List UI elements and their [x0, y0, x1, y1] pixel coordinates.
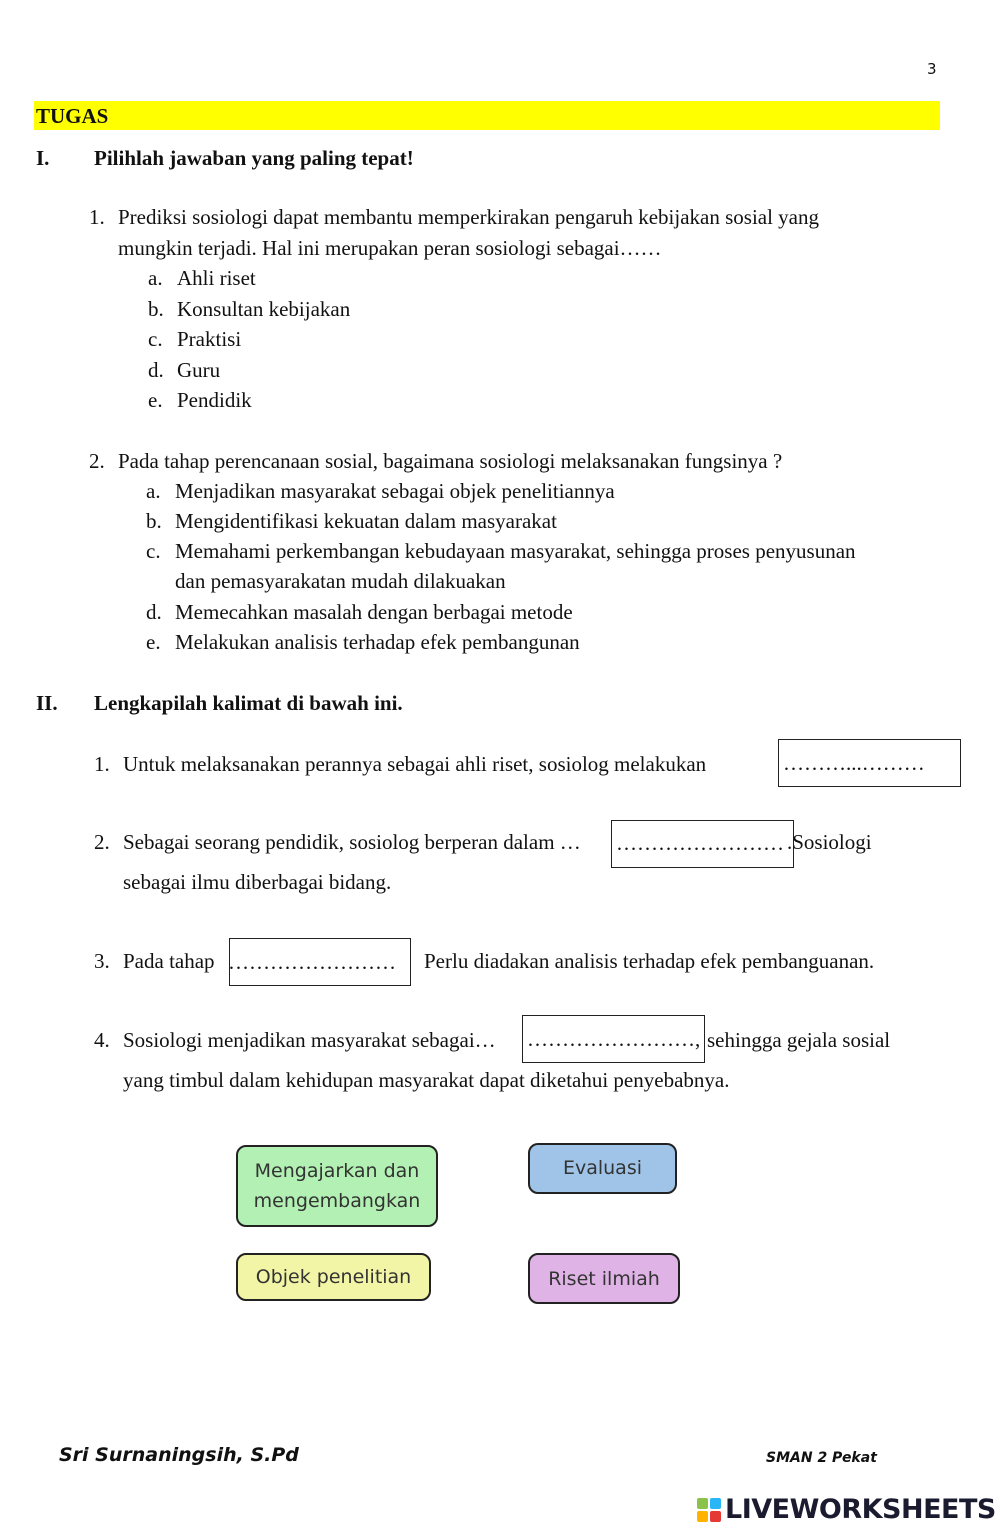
fill-item-2-number: 2.: [94, 830, 110, 854]
liveworksheets-text: LIVEWORKSHEETS: [725, 1494, 996, 1525]
fill-item-3-number: 3.: [94, 949, 110, 973]
answer-chip-objek-penelitian[interactable]: Objek penelitian: [236, 1253, 431, 1301]
answer-chip-mengajarkan[interactable]: Mengajarkan dan mengembangkan: [236, 1145, 438, 1227]
fill-item-3-text: Pada tahap: [123, 949, 215, 973]
question-2-line-1: Pada tahap perencanaan sosial, bagaimana sosiologi melaksanakan fungsinya ?: [118, 449, 783, 473]
fill-item-1-number: 1.: [94, 752, 110, 776]
q1-option-b[interactable]: b. Konsultan kebijakan: [148, 297, 351, 321]
q2-option-a[interactable]: a. Menjadikan masyarakat sebagai objek penelitiannya: [146, 479, 615, 503]
answer-drop-box-3[interactable]: [229, 938, 411, 986]
fill-item-4-number: 4.: [94, 1028, 110, 1052]
question-1-line-1: Prediksi sosiologi dapat membantu memperkirakan pengaruh kebijakan sosial yang: [118, 205, 819, 229]
footer-author: Sri Surnaningsih, S.Pd: [59, 1444, 299, 1466]
footer-school: SMAN 2 Pekat: [766, 1450, 877, 1466]
answer-blank-3: ……………………: [228, 950, 396, 974]
fill-item-3-after: Perlu diadakan analisis terhadap efek pembanguanan.: [424, 949, 875, 973]
page-title: TUGAS: [36, 104, 109, 128]
answer-drop-box-2[interactable]: [611, 820, 794, 868]
fill-item-2-line-2: sebagai ilmu diberbagai bidang.: [123, 870, 392, 894]
answer-drop-box-4[interactable]: [522, 1015, 705, 1063]
page-number: 3: [927, 60, 937, 78]
fill-item-1-text: Untuk melaksanakan perannya sebagai ahli riset, sosiolog melakukan: [123, 752, 707, 776]
q1-option-d[interactable]: d. Guru: [148, 358, 221, 382]
fill-item-4-after: sehingga gejala sosial: [707, 1028, 891, 1052]
answer-drop-box-1[interactable]: [778, 739, 961, 787]
fill-item-2-text: Sebagai seorang pendidik, sosiolog berperan dalam …: [123, 830, 581, 854]
fill-item-2-after: .Sosiologi: [787, 830, 872, 854]
q1-option-a[interactable]: a. Ahli riset: [148, 266, 256, 290]
q2-option-c[interactable]: c. Memahami perkembangan kebudayaan masyarakat, sehingga proses penyusunan dan pemasyarakatan mudah dilakuakan: [146, 539, 856, 593]
answer-blank-4: ……………………,: [527, 1027, 701, 1051]
title-highlight: [34, 101, 940, 130]
section-1-title: Pilihlah jawaban yang paling tepat!: [94, 146, 414, 170]
fill-item-4-text: Sosiologi menjadikan masyarakat sebagai…: [123, 1028, 496, 1052]
question-1-line-2: mungkin terjadi. Hal ini merupakan peran sosiologi sebagai……: [118, 236, 662, 260]
answer-chip-riset-ilmiah[interactable]: Riset ilmiah: [528, 1253, 680, 1304]
q1-option-c[interactable]: c. Praktisi: [148, 327, 242, 351]
answer-chip-evaluasi[interactable]: Evaluasi: [528, 1143, 677, 1194]
section-1-number: I.: [36, 146, 50, 170]
q1-option-e[interactable]: e. Pendidik: [148, 388, 252, 412]
answer-blank-2: ……………………: [616, 831, 784, 855]
liveworksheets-icon: [697, 1498, 721, 1522]
q2-option-d[interactable]: d. Memecahkan masalah dengan berbagai metode: [146, 600, 573, 624]
liveworksheets-logo[interactable]: [697, 1494, 996, 1525]
question-1-number: 1.: [89, 205, 105, 229]
question-2-number: 2.: [89, 449, 105, 473]
q2-option-e[interactable]: e. Melakukan analisis terhadap efek pembangunan: [146, 630, 580, 654]
answer-blank-1: ………...………: [783, 751, 925, 775]
q2-option-b[interactable]: b. Mengidentifikasi kekuatan dalam masyarakat: [146, 509, 557, 533]
section-2-title: Lengkapilah kalimat di bawah ini.: [94, 691, 403, 715]
fill-item-4-line-2: yang timbul dalam kehidupan masyarakat dapat diketahui penyebabnya.: [123, 1068, 730, 1092]
section-2-number: II.: [36, 691, 58, 715]
